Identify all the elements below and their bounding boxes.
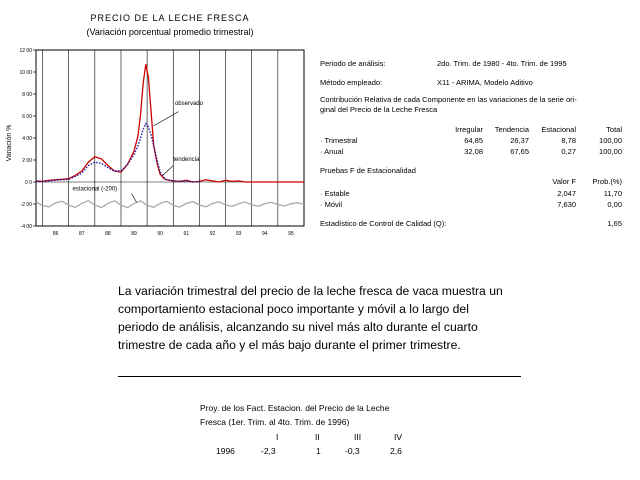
- paragraph-line: La variación trimestral del precio de la leche fresca de vaca muestra un: [118, 284, 503, 298]
- projection-value: 2,6: [390, 446, 402, 456]
- table2-header-prob: Prob.(%): [592, 177, 622, 186]
- projection-year: 1996: [216, 446, 235, 456]
- paragraph-line: comportamiento estacional poco importante y móvil a lo largo del: [118, 302, 469, 316]
- contribucion-line-1: Contribución Relativa de cada Componente en las variaciones de la serie ori-: [320, 95, 577, 104]
- table2-cell: 2,047: [557, 189, 576, 198]
- table1-cell: 26,37: [510, 136, 529, 145]
- table1-header-estacional: Estacional: [541, 125, 576, 134]
- x-tick-label: 93: [235, 231, 242, 237]
- y-tick-label: -2 00: [20, 202, 32, 208]
- table1-header-irregular: Irregular: [455, 125, 483, 134]
- projection-value: -0,3: [345, 446, 360, 456]
- chart-title: PRECIO DE LA LECHE FRESCA: [90, 13, 250, 23]
- y-tick-label: 8 00: [22, 92, 32, 98]
- x-tick-label: 87: [78, 231, 85, 237]
- divider: [118, 376, 521, 377]
- metodo-value: X11 - ARIMA, Modelo Aditivo: [437, 78, 533, 87]
- projection-title-line-1: Proy. de los Fact. Estacion. del Precio de la Leche: [200, 403, 390, 413]
- table2-cell: 7,630: [557, 200, 576, 209]
- x-tick-label: 90: [157, 231, 163, 237]
- table1-row-label: · Trimestral: [320, 136, 358, 145]
- calidad-value: 1,65: [607, 219, 622, 228]
- table1-cell: 100,00: [599, 136, 622, 145]
- periodo-label: Periodo de análisis:: [320, 59, 386, 68]
- contribucion-line-2: ginal del Precio de la Leche Fresca: [320, 105, 438, 114]
- projection-title-line-2: Fresca (1er. Trim. al 4to. Trim. de 1996): [200, 417, 350, 427]
- table1-cell: 0,27: [561, 147, 576, 156]
- line-chart: [0, 40, 310, 245]
- table1-header-tendencia: Tendencia: [494, 125, 529, 134]
- y-tick-label: -4 00: [20, 224, 32, 230]
- y-tick-label: 2 00: [22, 158, 32, 164]
- plot-area: [36, 50, 304, 226]
- table2-row-label: · Móvil: [320, 200, 343, 209]
- annotation-estacional: estacional (-200): [72, 186, 118, 193]
- y-tick-label: 0 0: [25, 180, 32, 186]
- x-tick-label: 89: [131, 231, 137, 237]
- table1-cell: 67,65: [510, 147, 529, 156]
- x-tick-label: 91: [183, 231, 190, 237]
- x-tick-label: 92: [209, 231, 216, 237]
- projection-value: 1: [316, 446, 321, 456]
- table1-cell: 32,08: [464, 147, 483, 156]
- table1-cell: 100,00: [599, 147, 622, 156]
- metodo-label: Método empleado:: [320, 78, 383, 87]
- annotation-tendencia: tendencia: [173, 157, 200, 164]
- table2-cell: 11,70: [603, 189, 622, 198]
- table2-row-label: · Estable: [320, 189, 350, 198]
- table2-cell: 0,00: [607, 200, 622, 209]
- pruebas-label: Pruebas F de Estacionalidad: [320, 166, 416, 175]
- projection-value: -2,3: [261, 446, 276, 456]
- calidad-label: Estadístico de Control de Calidad (Q):: [320, 219, 447, 228]
- x-tick-label: 86: [52, 231, 59, 237]
- table1-cell: 8,78: [561, 136, 576, 145]
- projection-header: III: [354, 432, 362, 442]
- projection-header: IV: [394, 432, 403, 442]
- x-tick-label: 94: [261, 231, 268, 237]
- table2-header-valor-f: Valor F: [552, 177, 576, 186]
- y-tick-label: 10 00: [19, 70, 32, 76]
- table1-row-label: · Anual: [320, 147, 344, 156]
- x-tick-label: 88: [105, 231, 111, 237]
- paragraph-line: periodo de análisis, alcanzando su nivel más alto durante el cuarto: [118, 320, 478, 334]
- annotation-observado: observado: [174, 101, 203, 107]
- y-tick-label: 4 00: [22, 136, 32, 142]
- description-paragraph: [118, 282, 538, 354]
- x-tick-label: 95: [288, 231, 294, 237]
- y-axis-label: Variación %: [6, 124, 13, 162]
- table1-cell: 64,85: [464, 136, 483, 145]
- paragraph-line: trimestre de cada año y el más bajo durante el primer trimestre.: [118, 338, 461, 352]
- y-tick-label: 12 00: [19, 48, 32, 54]
- table1-header-total: Total: [606, 125, 622, 134]
- periodo-value: 2do. Trim. de 1980 - 4to. Trim. de 1995: [437, 59, 567, 68]
- projection-header: II: [315, 432, 320, 442]
- projection-header: I: [276, 432, 279, 442]
- chart-subtitle: (Variación porcentual promedio trimestral): [86, 27, 254, 37]
- y-tick-label: 6 00: [22, 114, 32, 120]
